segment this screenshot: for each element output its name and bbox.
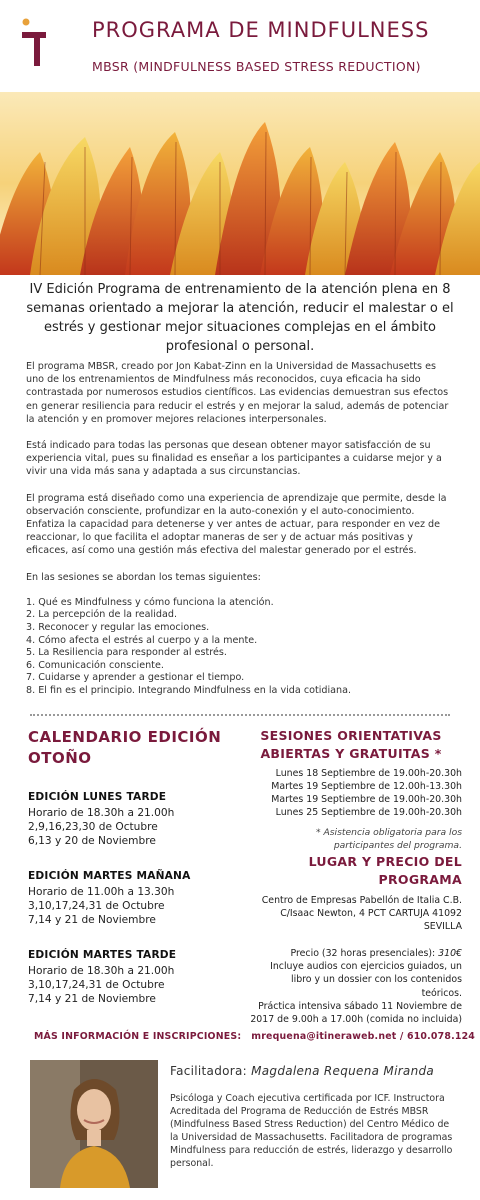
session-item: Lunes 25 Septiembre de 19.00h-20.30h <box>275 807 462 818</box>
edition-heading: EDICIÓN LUNES TARDE <box>28 791 167 803</box>
attendance-note <box>240 827 462 852</box>
topic-item: 4. Cómo afecta el estrés al cuerpo y a la mente. <box>26 634 258 646</box>
sessions-title-line: ABIERTAS Y GRATUITAS * <box>260 746 442 761</box>
topics-list <box>26 597 456 698</box>
sessions-list <box>240 767 462 819</box>
description-paragraph: El programa MBSR, creado por Jon Kabat-Zinn en la Universidad de Massachusetts es uno de los entrenamientos de Mindfulness más reconocidos, cuya eficacia ha sido contrastada por numerosos estudios científicos. Las evidencias demuestran sus efectos en generar resiliencia para reducir el estrés y en mejorar la salud, además de potenciar la atención y en promover mejores relaciones interpersonales. <box>26 361 449 425</box>
page-title: PROGRAMA DE MINDFULNESS <box>92 18 430 42</box>
edition-block <box>28 790 238 848</box>
dotted-divider <box>30 714 450 716</box>
session-item: Martes 19 Septiembre de 19.00h-20.30h <box>271 794 462 805</box>
calendar-title-line: CALENDARIO EDICIÓN <box>28 728 222 746</box>
address <box>240 894 462 933</box>
topic-item: 2. La percepción de la realidad. <box>26 609 177 621</box>
edition-line: Horario de 11.00h a 13.30h <box>28 886 175 898</box>
edition-block <box>28 869 238 927</box>
price-line: 2017 de 9.00h a 17.00h (comida no incluida) <box>250 1014 462 1026</box>
facilitator-photo <box>30 1060 158 1188</box>
edition-block <box>28 948 238 1006</box>
topic-item: 3. Reconocer y regular las emociones. <box>26 622 210 634</box>
hebrew-letter-logo-icon <box>20 18 50 68</box>
intro-text: IV Edición Programa de entrenamiento de la atención plena en 8 semanas orientado a mejorar la atención, reducir el malestar o el estrés y gestionar mejor situaciones complejas en el ámbito profesional o personal. <box>26 282 454 354</box>
contact-info <box>34 1031 475 1042</box>
contact-link[interactable]: mrequena@itineraweb.net / 610.078.124 <box>251 1031 476 1042</box>
price-info <box>240 947 462 1026</box>
price-line: Práctica intensiva sábado 11 Noviembre de <box>258 1000 462 1012</box>
price-line: teóricos. <box>421 987 462 999</box>
price-line: libro y un dossier con los contenidos <box>291 974 462 986</box>
contact-label: MÁS INFORMACIÓN E INSCRIPCIONES: <box>34 1031 242 1042</box>
facilitator-name: Magdalena Requena Miranda <box>251 1064 435 1078</box>
page-subtitle: MBSR (MINDFULNESS BASED STRESS REDUCTION) <box>92 59 421 74</box>
edition-heading: EDICIÓN MARTES TARDE <box>28 949 177 961</box>
edition-line: Horario de 18.30h a 21.00h <box>28 965 175 977</box>
price-value: 310€ <box>438 948 462 959</box>
address-line: SEVILLA <box>423 921 462 932</box>
topic-item: 5. La Resiliencia para responder al estrés. <box>26 647 227 659</box>
edition-line: 7,14 y 21 de Noviembre <box>28 993 156 1005</box>
edition-line: 2,9,16,23,30 de Octubre <box>28 821 158 833</box>
calendar-title-line: OTOÑO <box>28 749 92 767</box>
topic-item: 7. Cuidarse y aprender a gestionar el tiempo. <box>26 672 245 684</box>
note-line: * Asistencia obligatoria para los <box>315 827 462 838</box>
topic-item: 6. Comunicación consciente. <box>26 659 164 671</box>
sessions-section <box>240 727 462 1026</box>
topic-item: 8. El fin es el principio. Integrando Mindfulness en la vida cotidiana. <box>26 685 352 696</box>
session-item: Martes 19 Septiembre de 12.00h-13.30h <box>271 781 462 792</box>
program-description <box>26 360 456 698</box>
calendar-section <box>28 727 238 1006</box>
address-line: Centro de Empresas Pabellón de Italia C.B. <box>261 895 462 906</box>
description-paragraph: Está indicado para todas las personas que desean obtener mayor satisfacción de su experiencia vital, pues su finalidad es enseñar a los participantes a cuidarse mejor y a vivir una vida más sana y adaptada a sus circunstancias. <box>26 440 442 478</box>
edition-line: Horario de 18.30h a 21.00h <box>28 807 175 819</box>
facilitator-label: Facilitadora: <box>170 1064 252 1078</box>
autumn-leaves-image <box>0 92 480 275</box>
topics-intro: En las sesiones se abordan los temas siguientes: <box>26 571 261 583</box>
edition-line: 3,10,17,24,31 de Octubre <box>28 979 165 991</box>
price-label: Precio (32 horas presenciales): <box>290 948 439 959</box>
edition-heading: EDICIÓN MARTES MAÑANA <box>28 870 191 882</box>
edition-line: 3,10,17,24,31 de Octubre <box>28 900 165 912</box>
edition-line: 6,13 y 20 de Noviembre <box>28 835 156 847</box>
note-line: participantes del programa. <box>333 839 462 851</box>
autumn-leaves-banner <box>0 92 480 275</box>
facilitator-section <box>170 1064 460 1170</box>
facilitator-bio: Psicóloga y Coach ejecutiva certificada por ICF. Instructora Acreditada del Programa de Reducción de Estrés MBSR (Mindfulness Based Stress Reduction) del Centro Médico de la Universidad de Massachusetts. Facilitadora de programas Mindfulness para reducción de estrés, liderazgo y desarrollo personal. <box>170 1093 453 1169</box>
price-line <box>240 947 462 960</box>
sessions-title <box>240 727 462 763</box>
price-line: Incluye audios con ejercicios guiados, un <box>270 961 462 973</box>
facilitator-heading <box>170 1064 460 1078</box>
calendar-title <box>28 727 238 769</box>
edition-line: 7,14 y 21 de Noviembre <box>28 914 156 926</box>
header <box>0 0 480 92</box>
session-item: Lunes 18 Septiembre de 19.00h-20.30h <box>275 768 462 779</box>
description-paragraph: El programa está diseñado como una experiencia de aprendizaje que permite, desde la observación consciente, profundizar en la auto-conexión y el auto-conocimiento. Enfatiza la capacidad para detenerse y ver antes de actuar, para responder en vez de reaccionar, lo que facilita el adoptar maneras de ser y de actuar más positivas y eficaces, así como una gestión más efectiva del malestar generado por el estrés. <box>26 492 447 557</box>
address-line: C/Isaac Newton, 4 PCT CARTUJA 41092 <box>280 908 462 919</box>
sessions-title-line: SESIONES ORIENTATIVAS <box>260 728 442 743</box>
topic-item: 1. Qué es Mindfulness y cómo funciona la atención. <box>26 596 274 608</box>
location-price-title: LUGAR Y PRECIO DEL PROGRAMA <box>308 854 462 887</box>
